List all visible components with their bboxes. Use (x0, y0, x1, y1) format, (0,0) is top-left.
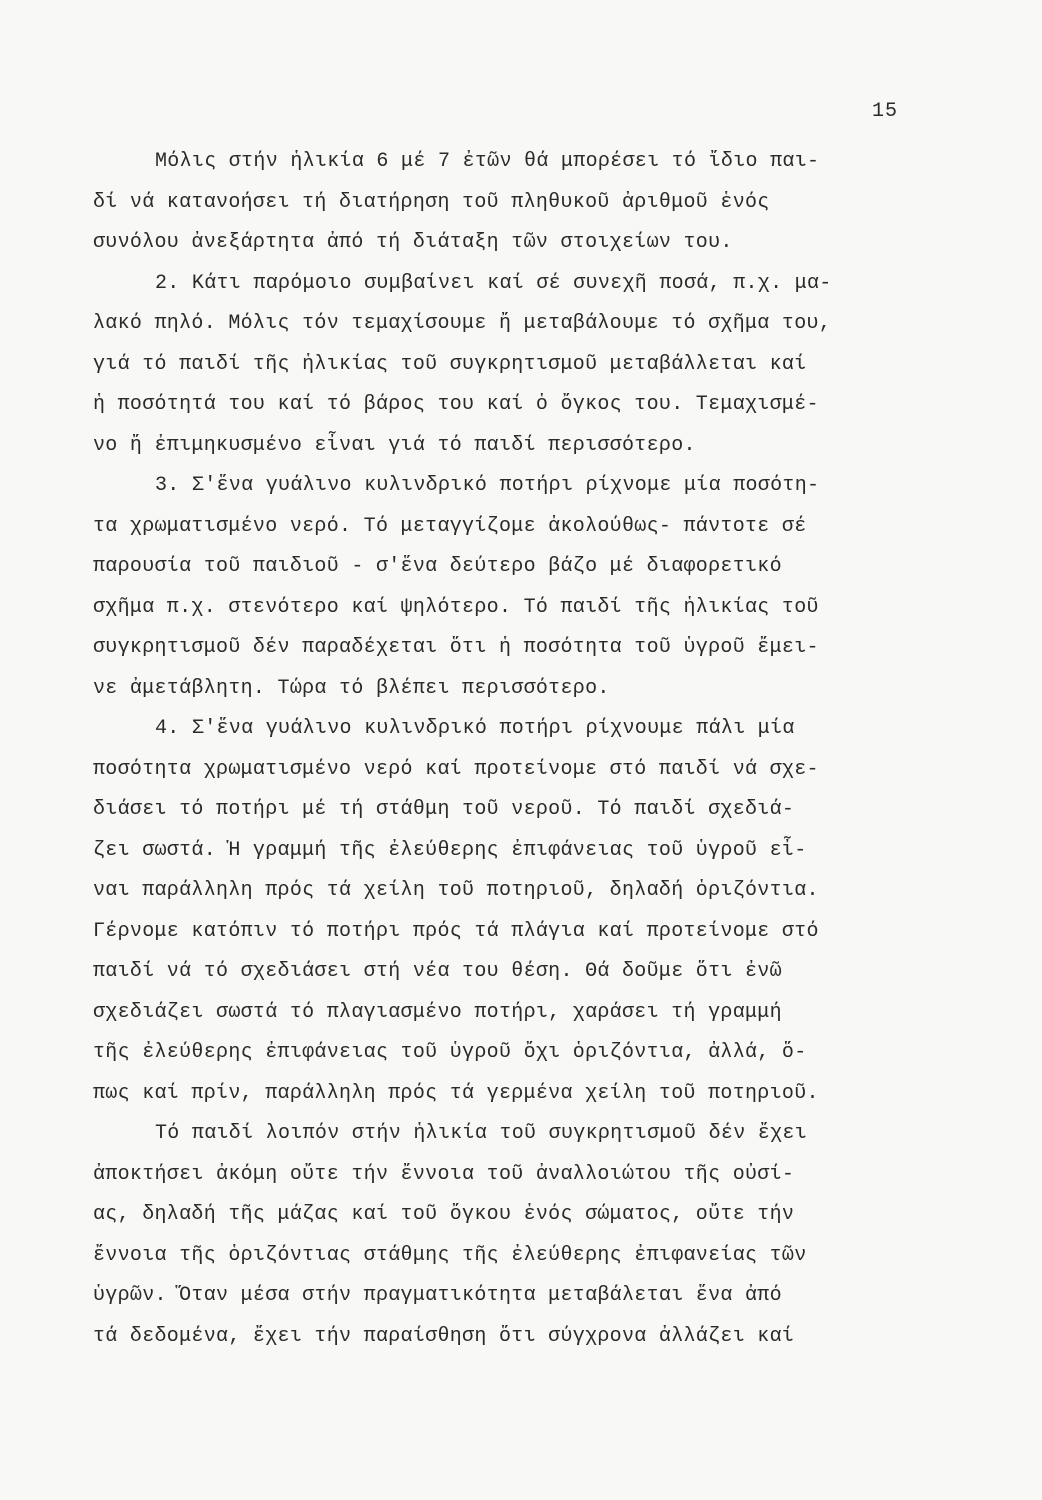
text-line: ὑγρῶν. Ὅταν μέσα στήν πραγματικότητα μεταβάλεται ἕνα ἀπό (93, 1284, 782, 1307)
text-line: 4. Σ'ἕνα γυάλινο κυλινδρικό ποτήρι ρίχνουμε πάλι μία (155, 717, 795, 740)
text-line: ναι παράλληλη πρός τά χείλη τοῦ ποτηριοῦ, δηλαδή ὁριζόντια. (93, 879, 819, 902)
text-line: ἔννοια τῆς ὁριζόντιας στάθμης τῆς ἐλεύθερης ἐπιφανείας τῶν (93, 1243, 807, 1267)
text-line: σχῆμα π.χ. στενότερο καί ψηλότερο. Τό παιδί τῆς ἡλικίας τοῦ (93, 595, 819, 619)
text-line: 2. Κάτι παρόμοιο συμβαίνει καί σέ συνεχῆ ποσά, π.χ. μα- (155, 271, 832, 295)
text-line: σχεδιάζει σωστά τό πλαγιασμένο ποτήρι, χαράσει τή γραμμή (93, 1000, 782, 1024)
text-line: Μόλις στήν ἡλικία 6 μέ 7 ἐτῶν θά μπορέσει τό ἴδιο παι- (155, 150, 820, 173)
text-line: Γέρνομε κατόπιν τό ποτήρι πρός τά πλάγια καί προτείνομε στό (93, 919, 819, 943)
text-line: δί νά κατανοήσει τή διατήρηση τοῦ πληθυκοῦ ἀριθμοῦ ἑνός (93, 190, 770, 214)
text-line: γιά τό παιδί τῆς ἡλικίας τοῦ συγκρητισμοῦ μεταβάλλεται καί (93, 352, 807, 376)
text-line: 3. Σ'ἕνα γυάλινο κυλινδρικό ποτήρι ρίχνομε μία ποσότη- (155, 474, 820, 497)
text-line: τά δεδομένα, ἔχει τήν παραίσθηση ὅτι σύγχρονα ἀλλάζει καί (93, 1324, 795, 1348)
text-line: ας, δηλαδή τῆς μάζας καί τοῦ ὄγκου ἑνός σώματος, οὔτε τήν (93, 1203, 795, 1226)
text-line: διάσει τό ποτήρι μέ τή στάθμη τοῦ νεροῦ. Τό παιδί σχεδιά- (93, 798, 795, 821)
text-line: τῆς ἐλεύθερης ἐπιφάνειας τοῦ ὑγροῦ ὄχι ὁριζόντια, ἀλλά, ὅ- (93, 1041, 807, 1064)
body-text (93, 142, 943, 1357)
text-line: συγκρητισμοῦ δέν παραδέχεται ὅτι ἡ ποσότητα τοῦ ὑγροῦ ἔμει- (93, 636, 819, 659)
text-line: τα χρωματισμένο νερό. Τό μεταγγίζομε ἀκολούθως- πάντοτε σέ (93, 514, 807, 538)
text-line: ζει σωστά. Ἡ γραμμή τῆς ἐλεύθερης ἐπιφάνειας τοῦ ὑγροῦ εἶ- (93, 838, 807, 862)
text-line: νο ἤ ἐπιμηκυσμένο εἶναι γιά τό παιδί περισσότερο. (93, 433, 696, 457)
text-line: λακό πηλό. Μόλις τόν τεμαχίσουμε ἤ μεταβάλουμε τό σχῆμα του, (93, 312, 832, 335)
text-line: ἀποκτήσει ἀκόμη οὔτε τήν ἔννοια τοῦ ἀναλλοιώτου τῆς οὐσί- (93, 1162, 795, 1186)
text-line: παιδί νά τό σχεδιάσει στή νέα του θέση. Θά δοῦμε ὅτι ἐνῶ (93, 960, 782, 983)
page-number: 15 (872, 100, 899, 123)
text-line: συνόλου ἀνεξάρτητα ἀπό τή διάταξη τῶν στοιχείων του. (93, 231, 733, 254)
text-line: ποσότητα χρωματισμένο νερό καί προτείνομε στό παιδί νά σχε- (93, 757, 819, 781)
text-line: νε ἀμετάβλητη. Τώρα τό βλέπει περισσότερο. (93, 676, 610, 700)
text-line: παρουσία τοῦ παιδιοῦ - σ'ἕνα δεύτερο βάζο μέ διαφορετικό (93, 555, 782, 578)
text-line: Τό παιδί λοιπόν στήν ἡλικία τοῦ συγκρητισμοῦ δέν ἔχει (155, 1122, 808, 1145)
text-line: πως καί πρίν, παράλληλη πρός τά γερμένα χείλη τοῦ ποτηριοῦ. (93, 1081, 819, 1105)
text-line: ἡ ποσότητά του καί τό βάρος του καί ὁ ὄγκος του. Τεμαχισμέ- (93, 393, 819, 416)
